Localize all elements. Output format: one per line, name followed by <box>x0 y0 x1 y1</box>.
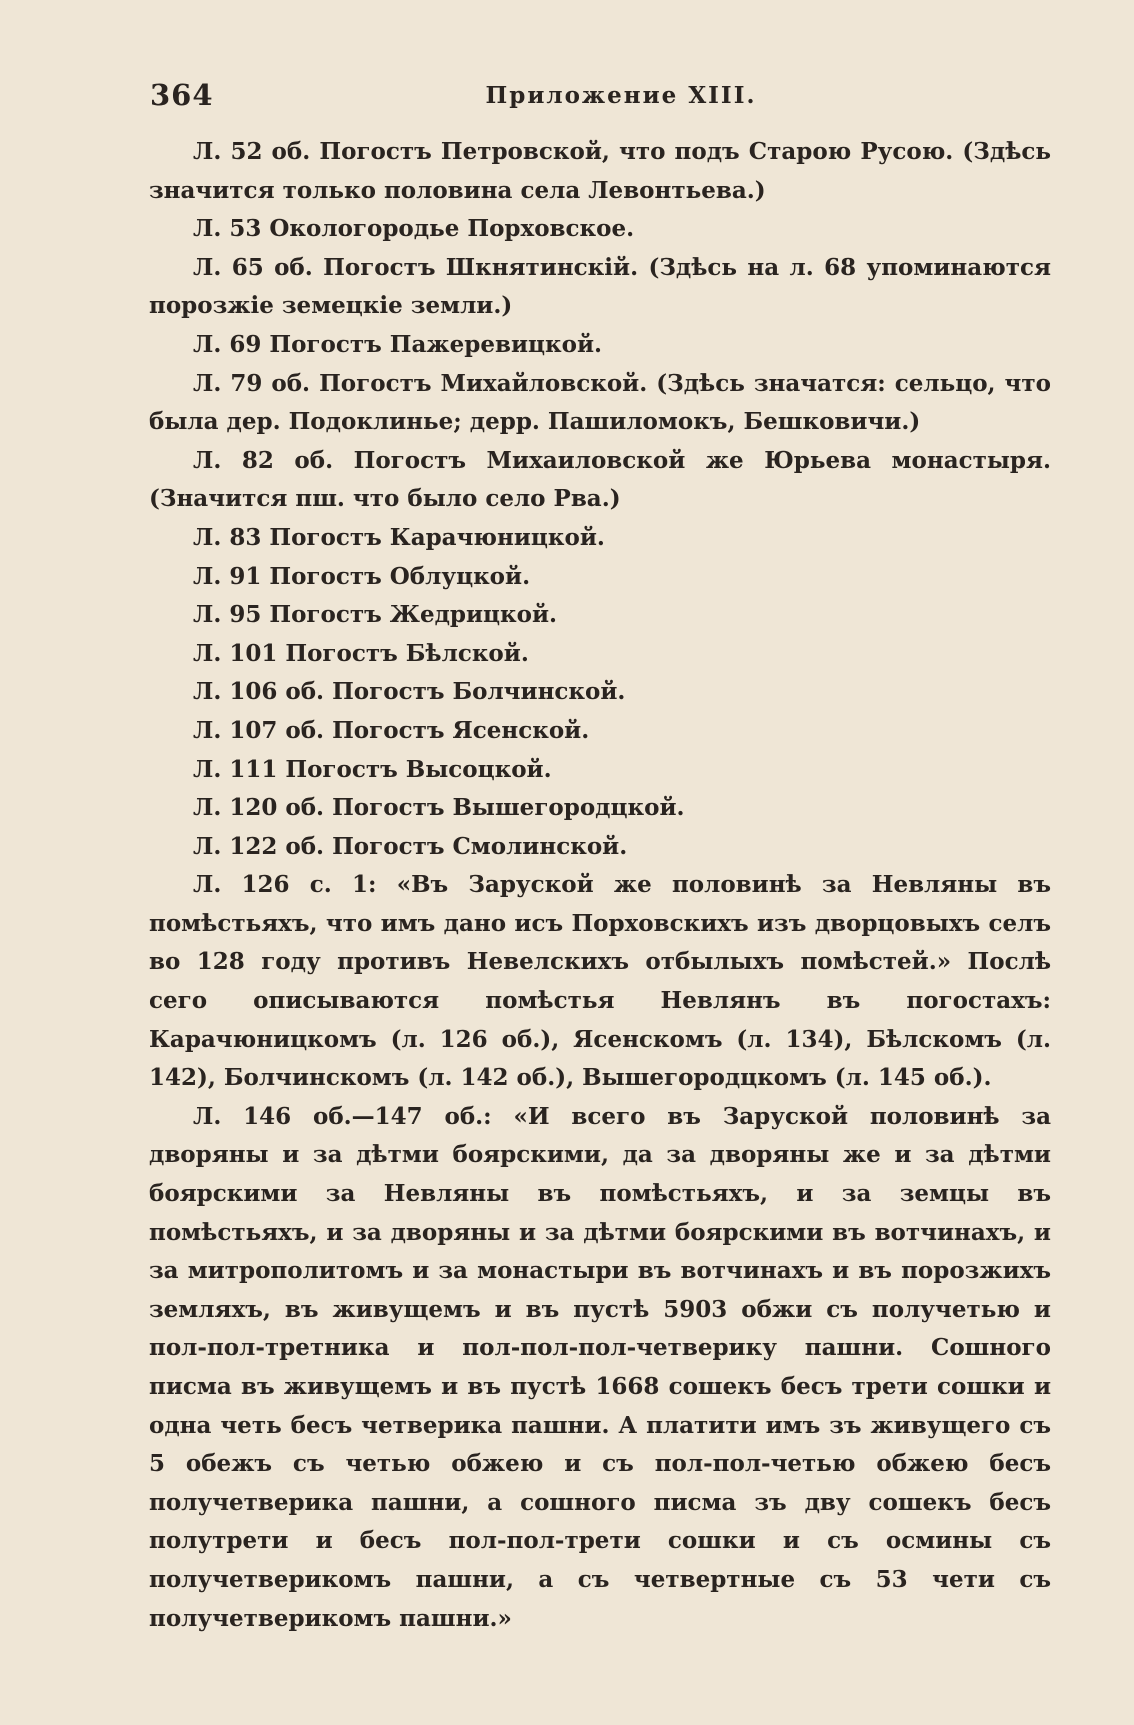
paragraph: Л. 69 Погостъ Пажеревицкой. <box>193 330 603 358</box>
paragraph: Л. 82 об. Погостъ Михаиловской же Юрьева монастыря. (Значится пш. что было село Рва.) <box>149 446 1051 513</box>
paragraph: Л. 52 об. Погостъ Петровской, что подъ Старою Русою. (Здѣсь значится только половина села Левонтьева.) <box>149 138 1051 204</box>
paragraph: Л. 146 об.—147 об.: «И всего въ Заруской половинѣ за дворяны и за дѣтми боярскими, да за дворяны же и за дѣтми боярскими за Невляны въ помѣстьяхъ, и за земцы въ помѣстьяхъ, и за дворяны и за дѣтми боярскими въ вотчинахъ, и за митрополитомъ и за монастыри въ вотчинахъ и въ порозжихъ земляхъ, въ живущемъ и въ пустѣ 5903 обжи съ получетью и пол-пол-третника и пол-пол-пол-четверику пашни. Сошного писма въ живущемъ и въ пустѣ 1668 сошекъ бесъ трети сошки и одна четь бесъ четверика пашни. А платити имъ зъ живущего съ 5 обежъ съ четью обжею и съ пол-пол-четью обжею бесъ получетверика пашни, а сошного писма зъ дву сошекъ бесъ полутрети и бесъ пол-пол-трети сошки и съ осмины съ получетверикомъ пашни, а съ четвертные съ 53 чети съ получетверикомъ пашни.» <box>149 1102 1051 1632</box>
paragraph: Л. 107 об. Погостъ Ясенской. <box>193 716 590 744</box>
paragraph: Л. 79 об. Погостъ Михайловской. (Здѣсь значатся: сельцо, что была дер. Подоклинье; дерр. Пашиломокъ, Бешковичи.) <box>149 369 1051 436</box>
page-header <box>150 78 1052 118</box>
paragraph: Л. 122 об. Погостъ Смолинской. <box>193 832 628 860</box>
paragraph: Л. 111 Погостъ Высоцкой. <box>193 755 552 783</box>
paragraph: Л. 95 Погостъ Жедрицкой. <box>193 601 558 629</box>
running-head: Приложение XIII. <box>485 82 757 109</box>
paragraph: Л. 65 об. Погостъ Шкнятинскій. (Здѣсь на л. 68 упоминаются порозжіе земецкіе земли.) <box>149 253 1051 320</box>
paragraph: Л. 106 об. Погостъ Болчинской. <box>193 678 626 706</box>
body-text <box>149 133 1051 1638</box>
paragraph: Л. 126 с. 1: «Въ Заруской же половинѣ за Невляны въ помѣстьяхъ, что имъ дано исъ Порховскихъ изъ дворцовыхъ селъ во 128 году противъ Невелскихъ отбылыхъ помѣстей.» Послѣ сего описываются помѣстья Невлянъ въ погостахъ: Карачюницкомъ (л. 126 об.), Ясенскомъ (л. 134), Бѣлскомъ (л. 142), Болчинскомъ (л. 142 об.), Вышегородцкомъ (л. 145 об.). <box>149 871 1051 1092</box>
paragraph: Л. 101 Погостъ Бѣлской. <box>193 639 529 667</box>
paragraph: Л. 120 об. Погостъ Вышегородцкой. <box>193 794 685 822</box>
page-number: 364 <box>150 78 214 112</box>
paragraph: Л. 91 Погостъ Облуцкой. <box>193 562 531 590</box>
paragraph: Л. 83 Погостъ Карачюницкой. <box>193 523 605 551</box>
paragraph: Л. 53 Окологородье Порховское. <box>193 215 635 243</box>
